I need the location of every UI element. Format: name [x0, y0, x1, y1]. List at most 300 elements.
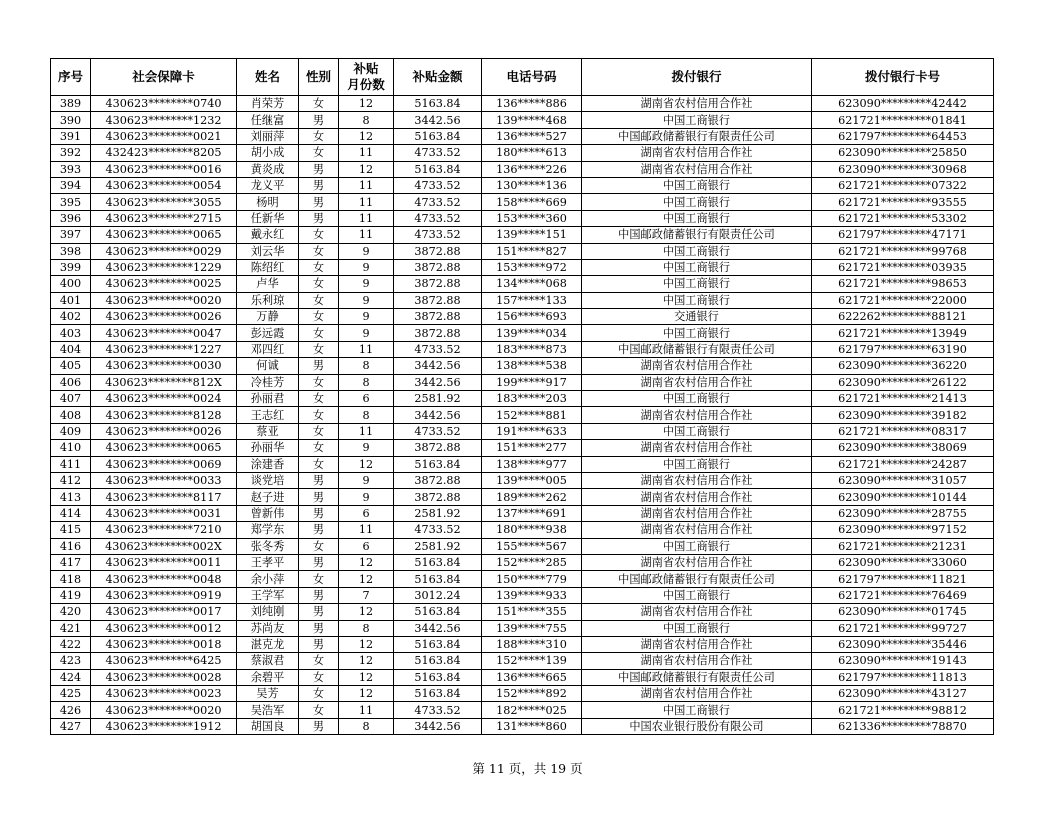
cell-gender: 女 — [299, 391, 339, 407]
cell-phone: 139*****933 — [482, 587, 582, 603]
cell-gender: 女 — [299, 456, 339, 472]
col-header-subsidy-months: 补贴 月份数 — [339, 59, 394, 96]
cell-social-security-card: 430623********0028 — [91, 669, 237, 685]
cell-subsidy-months: 9 — [339, 309, 394, 325]
cell-gender: 男 — [299, 194, 339, 210]
table-row — [51, 227, 994, 243]
cell-bank-card: 621797*********11821 — [812, 571, 994, 587]
cell-bank: 湖南省农村信用合作社 — [582, 686, 812, 702]
cell-name: 胡国良 — [237, 718, 299, 734]
cell-name: 郑学东 — [237, 522, 299, 538]
col-header-social-security-card: 社会保障卡 — [91, 59, 237, 96]
cell-serial: 405 — [51, 358, 91, 374]
cell-bank: 湖南省农村信用合作社 — [582, 505, 812, 521]
col-header-phone: 电话号码 — [482, 59, 582, 96]
cell-gender: 男 — [299, 472, 339, 488]
cell-serial: 392 — [51, 145, 91, 161]
cell-gender: 男 — [299, 177, 339, 193]
cell-subsidy-amount: 5163.84 — [394, 128, 482, 144]
cell-gender: 女 — [299, 341, 339, 357]
cell-social-security-card: 430623********0023 — [91, 686, 237, 702]
cell-subsidy-months: 8 — [339, 374, 394, 390]
cell-social-security-card: 430623********3055 — [91, 194, 237, 210]
cell-subsidy-months: 11 — [339, 145, 394, 161]
table-row — [51, 702, 994, 718]
cell-bank: 中国邮政储蓄银行有限责任公司 — [582, 341, 812, 357]
cell-social-security-card: 430623********0030 — [91, 358, 237, 374]
cell-name: 王志红 — [237, 407, 299, 423]
cell-subsidy-amount: 2581.92 — [394, 391, 482, 407]
cell-bank: 中国工商银行 — [582, 194, 812, 210]
cell-social-security-card: 430623********6425 — [91, 653, 237, 669]
cell-subsidy-months: 11 — [339, 341, 394, 357]
cell-phone: 156*****693 — [482, 309, 582, 325]
cell-bank-card: 623090*********28755 — [812, 505, 994, 521]
cell-serial: 407 — [51, 391, 91, 407]
cell-bank: 中国工商银行 — [582, 620, 812, 636]
cell-name: 黄炎成 — [237, 161, 299, 177]
cell-bank: 湖南省农村信用合作社 — [582, 440, 812, 456]
cell-gender: 男 — [299, 718, 339, 734]
cell-bank-card: 621721*********99727 — [812, 620, 994, 636]
cell-phone: 191*****633 — [482, 423, 582, 439]
cell-phone: 153*****972 — [482, 259, 582, 275]
table-row — [51, 96, 994, 112]
cell-subsidy-months: 12 — [339, 128, 394, 144]
cell-bank: 湖南省农村信用合作社 — [582, 653, 812, 669]
cell-gender: 女 — [299, 571, 339, 587]
cell-bank-card: 621721*********21231 — [812, 538, 994, 554]
cell-bank-card: 621797*********63190 — [812, 341, 994, 357]
cell-gender: 男 — [299, 210, 339, 226]
cell-bank-card: 623090*********19143 — [812, 653, 994, 669]
cell-bank-card: 622262*********88121 — [812, 309, 994, 325]
cell-social-security-card: 430623********0065 — [91, 227, 237, 243]
cell-bank: 交通银行 — [582, 309, 812, 325]
cell-phone: 152*****139 — [482, 653, 582, 669]
cell-name: 王学军 — [237, 587, 299, 603]
cell-bank-card: 621797*********11813 — [812, 669, 994, 685]
cell-phone: 151*****277 — [482, 440, 582, 456]
cell-subsidy-amount: 5163.84 — [394, 571, 482, 587]
cell-social-security-card: 430623********0065 — [91, 440, 237, 456]
cell-social-security-card: 430623********002X — [91, 538, 237, 554]
cell-serial: 406 — [51, 374, 91, 390]
cell-serial: 414 — [51, 505, 91, 521]
cell-phone: 153*****360 — [482, 210, 582, 226]
cell-subsidy-months: 8 — [339, 718, 394, 734]
cell-bank-card: 621797*********64453 — [812, 128, 994, 144]
cell-bank-card: 621721*********24287 — [812, 456, 994, 472]
page-footer: 第 11 页，共 19 页 — [472, 761, 583, 776]
cell-social-security-card: 430623********0048 — [91, 571, 237, 587]
cell-social-security-card: 432423********8205 — [91, 145, 237, 161]
cell-gender: 男 — [299, 620, 339, 636]
table-row — [51, 391, 994, 407]
cell-bank: 中国邮政储蓄银行有限责任公司 — [582, 571, 812, 587]
table-row — [51, 554, 994, 570]
cell-phone: 130*****136 — [482, 177, 582, 193]
cell-bank: 湖南省农村信用合作社 — [582, 374, 812, 390]
cell-social-security-card: 430623********8128 — [91, 407, 237, 423]
cell-subsidy-amount: 3012.24 — [394, 587, 482, 603]
cell-subsidy-months: 9 — [339, 325, 394, 341]
cell-social-security-card: 430623********0033 — [91, 472, 237, 488]
cell-subsidy-months: 9 — [339, 259, 394, 275]
cell-serial: 410 — [51, 440, 91, 456]
cell-phone: 150*****779 — [482, 571, 582, 587]
cell-name: 吴浩军 — [237, 702, 299, 718]
cell-serial: 424 — [51, 669, 91, 685]
table-row — [51, 128, 994, 144]
cell-social-security-card: 430623********0021 — [91, 128, 237, 144]
cell-gender: 女 — [299, 309, 339, 325]
cell-bank-card: 623090*********97152 — [812, 522, 994, 538]
table-row — [51, 669, 994, 685]
cell-bank-card: 623090*********38069 — [812, 440, 994, 456]
cell-phone: 182*****025 — [482, 702, 582, 718]
cell-name: 胡小成 — [237, 145, 299, 161]
cell-serial: 423 — [51, 653, 91, 669]
cell-bank: 中国邮政储蓄银行有限责任公司 — [582, 128, 812, 144]
cell-social-security-card: 430623********1232 — [91, 112, 237, 128]
cell-bank: 中国工商银行 — [582, 325, 812, 341]
table-row — [51, 292, 994, 308]
cell-serial: 422 — [51, 636, 91, 652]
table-row — [51, 472, 994, 488]
cell-gender: 女 — [299, 128, 339, 144]
cell-subsidy-amount: 3442.56 — [394, 358, 482, 374]
cell-phone: 151*****827 — [482, 243, 582, 259]
cell-serial: 412 — [51, 472, 91, 488]
cell-name: 戴永红 — [237, 227, 299, 243]
table-row — [51, 571, 994, 587]
cell-subsidy-amount: 5163.84 — [394, 686, 482, 702]
col-header-bank-card: 拨付银行卡号 — [812, 59, 994, 96]
cell-subsidy-months: 12 — [339, 96, 394, 112]
table-row — [51, 276, 994, 292]
col-header-subsidy-amount: 补贴金额 — [394, 59, 482, 96]
table-row — [51, 653, 994, 669]
cell-name: 任继富 — [237, 112, 299, 128]
cell-social-security-card: 430623********1229 — [91, 259, 237, 275]
cell-phone: 134*****068 — [482, 276, 582, 292]
cell-serial: 420 — [51, 604, 91, 620]
cell-gender: 男 — [299, 505, 339, 521]
cell-serial: 394 — [51, 177, 91, 193]
cell-name: 涂建香 — [237, 456, 299, 472]
table-row — [51, 161, 994, 177]
table-row — [51, 112, 994, 128]
cell-bank-card: 623090*********30968 — [812, 161, 994, 177]
cell-subsidy-amount: 4733.52 — [394, 341, 482, 357]
cell-name: 吴芳 — [237, 686, 299, 702]
cell-phone: 155*****567 — [482, 538, 582, 554]
cell-name: 刘丽萍 — [237, 128, 299, 144]
cell-social-security-card: 430623********8117 — [91, 489, 237, 505]
cell-subsidy-months: 11 — [339, 194, 394, 210]
cell-name: 任新华 — [237, 210, 299, 226]
cell-social-security-card: 430623********2715 — [91, 210, 237, 226]
cell-subsidy-amount: 3872.88 — [394, 259, 482, 275]
cell-serial: 403 — [51, 325, 91, 341]
table-row — [51, 489, 994, 505]
cell-subsidy-amount: 4733.52 — [394, 177, 482, 193]
cell-gender: 女 — [299, 96, 339, 112]
cell-phone: 136*****226 — [482, 161, 582, 177]
cell-gender: 女 — [299, 292, 339, 308]
cell-serial: 425 — [51, 686, 91, 702]
cell-name: 余小萍 — [237, 571, 299, 587]
cell-bank: 中国邮政储蓄银行有限责任公司 — [582, 227, 812, 243]
cell-subsidy-months: 12 — [339, 669, 394, 685]
cell-social-security-card: 430623********0740 — [91, 96, 237, 112]
cell-subsidy-months: 12 — [339, 161, 394, 177]
cell-bank-card: 623090*********39182 — [812, 407, 994, 423]
cell-social-security-card: 430623********0018 — [91, 636, 237, 652]
cell-serial: 421 — [51, 620, 91, 636]
cell-serial: 426 — [51, 702, 91, 718]
cell-social-security-card: 430623********0020 — [91, 292, 237, 308]
table-row — [51, 309, 994, 325]
cell-subsidy-months: 8 — [339, 620, 394, 636]
cell-subsidy-months: 8 — [339, 358, 394, 374]
cell-phone: 151*****355 — [482, 604, 582, 620]
cell-subsidy-amount: 4733.52 — [394, 522, 482, 538]
cell-subsidy-amount: 4733.52 — [394, 423, 482, 439]
cell-social-security-card: 430623********0024 — [91, 391, 237, 407]
cell-subsidy-amount: 4733.52 — [394, 702, 482, 718]
cell-serial: 415 — [51, 522, 91, 538]
cell-subsidy-amount: 4733.52 — [394, 194, 482, 210]
cell-name: 蔡淑君 — [237, 653, 299, 669]
table-row — [51, 145, 994, 161]
cell-gender: 女 — [299, 145, 339, 161]
cell-phone: 139*****005 — [482, 472, 582, 488]
cell-subsidy-amount: 5163.84 — [394, 669, 482, 685]
cell-phone: 188*****310 — [482, 636, 582, 652]
cell-bank-card: 621721*********53302 — [812, 210, 994, 226]
cell-name: 湛克龙 — [237, 636, 299, 652]
cell-bank-card: 621721*********03935 — [812, 259, 994, 275]
cell-gender: 女 — [299, 423, 339, 439]
cell-bank: 中国工商银行 — [582, 702, 812, 718]
cell-phone: 139*****468 — [482, 112, 582, 128]
cell-gender: 女 — [299, 653, 339, 669]
cell-bank-card: 623090*********36220 — [812, 358, 994, 374]
cell-serial: 396 — [51, 210, 91, 226]
cell-phone: 139*****034 — [482, 325, 582, 341]
cell-social-security-card: 430623********1227 — [91, 341, 237, 357]
cell-bank-card: 621721*********13949 — [812, 325, 994, 341]
cell-serial: 399 — [51, 259, 91, 275]
cell-bank: 中国工商银行 — [582, 423, 812, 439]
cell-bank-card: 621721*********21413 — [812, 391, 994, 407]
cell-bank-card: 621336*********78870 — [812, 718, 994, 734]
cell-name: 赵子进 — [237, 489, 299, 505]
table-row — [51, 620, 994, 636]
table-row — [51, 177, 994, 193]
cell-phone: 138*****538 — [482, 358, 582, 374]
cell-bank-card: 621721*********98812 — [812, 702, 994, 718]
table-row — [51, 538, 994, 554]
cell-gender: 男 — [299, 604, 339, 620]
cell-serial: 395 — [51, 194, 91, 210]
cell-subsidy-months: 6 — [339, 505, 394, 521]
cell-serial: 411 — [51, 456, 91, 472]
cell-subsidy-months: 8 — [339, 407, 394, 423]
cell-social-security-card: 430623********0029 — [91, 243, 237, 259]
table-row — [51, 440, 994, 456]
cell-bank-card: 623090*********35446 — [812, 636, 994, 652]
table-row — [51, 587, 994, 603]
table-row — [51, 259, 994, 275]
cell-bank-card: 623090*********26122 — [812, 374, 994, 390]
cell-gender: 男 — [299, 161, 339, 177]
cell-subsidy-amount: 4733.52 — [394, 145, 482, 161]
col-header-gender: 性别 — [299, 59, 339, 96]
cell-gender: 女 — [299, 325, 339, 341]
cell-gender: 男 — [299, 587, 339, 603]
cell-subsidy-months: 12 — [339, 686, 394, 702]
table-row — [51, 686, 994, 702]
table-row — [51, 423, 994, 439]
cell-bank-card: 623090*********43127 — [812, 686, 994, 702]
cell-subsidy-amount: 3872.88 — [394, 292, 482, 308]
cell-social-security-card: 430623********0031 — [91, 505, 237, 521]
cell-bank: 湖南省农村信用合作社 — [582, 407, 812, 423]
cell-name: 王孝平 — [237, 554, 299, 570]
table-row — [51, 718, 994, 734]
cell-phone: 180*****613 — [482, 145, 582, 161]
table-row — [51, 374, 994, 390]
cell-bank: 湖南省农村信用合作社 — [582, 636, 812, 652]
cell-gender: 女 — [299, 686, 339, 702]
cell-name: 万静 — [237, 309, 299, 325]
cell-serial: 401 — [51, 292, 91, 308]
cell-bank-card: 621721*********93555 — [812, 194, 994, 210]
cell-subsidy-months: 11 — [339, 227, 394, 243]
cell-bank-card: 621721*********76469 — [812, 587, 994, 603]
cell-serial: 409 — [51, 423, 91, 439]
table-row — [51, 456, 994, 472]
cell-bank: 湖南省农村信用合作社 — [582, 161, 812, 177]
cell-bank-card: 623090*********31057 — [812, 472, 994, 488]
cell-subsidy-months: 12 — [339, 604, 394, 620]
cell-subsidy-amount: 3442.56 — [394, 407, 482, 423]
cell-subsidy-amount: 5163.84 — [394, 456, 482, 472]
table-row — [51, 604, 994, 620]
cell-name: 彭远霞 — [237, 325, 299, 341]
cell-social-security-card: 430623********0012 — [91, 620, 237, 636]
cell-phone: 189*****262 — [482, 489, 582, 505]
cell-phone: 180*****938 — [482, 522, 582, 538]
col-header-name: 姓名 — [237, 59, 299, 96]
cell-serial: 402 — [51, 309, 91, 325]
cell-bank-card: 623090*********42442 — [812, 96, 994, 112]
cell-social-security-card: 430623********0026 — [91, 423, 237, 439]
cell-subsidy-amount: 3872.88 — [394, 276, 482, 292]
cell-phone: 139*****151 — [482, 227, 582, 243]
cell-bank: 湖南省农村信用合作社 — [582, 522, 812, 538]
cell-bank-card: 623090*********25850 — [812, 145, 994, 161]
cell-subsidy-amount: 5163.84 — [394, 604, 482, 620]
cell-subsidy-amount: 2581.92 — [394, 538, 482, 554]
cell-bank: 中国邮政储蓄银行有限责任公司 — [582, 669, 812, 685]
table-row — [51, 636, 994, 652]
cell-social-security-card: 430623********0016 — [91, 161, 237, 177]
cell-phone: 152*****285 — [482, 554, 582, 570]
cell-serial: 413 — [51, 489, 91, 505]
cell-bank: 中国工商银行 — [582, 112, 812, 128]
cell-name: 龙义平 — [237, 177, 299, 193]
cell-bank: 中国工商银行 — [582, 276, 812, 292]
cell-social-security-card: 430623********0011 — [91, 554, 237, 570]
cell-serial: 418 — [51, 571, 91, 587]
cell-bank: 湖南省农村信用合作社 — [582, 604, 812, 620]
cell-phone: 136*****886 — [482, 96, 582, 112]
cell-serial: 390 — [51, 112, 91, 128]
cell-social-security-card: 430623********0047 — [91, 325, 237, 341]
cell-name: 张冬秀 — [237, 538, 299, 554]
cell-phone: 139*****755 — [482, 620, 582, 636]
cell-name: 何诚 — [237, 358, 299, 374]
cell-name: 刘云华 — [237, 243, 299, 259]
cell-subsidy-months: 6 — [339, 538, 394, 554]
cell-gender: 女 — [299, 407, 339, 423]
cell-subsidy-months: 9 — [339, 292, 394, 308]
cell-name: 蔡亚 — [237, 423, 299, 439]
cell-gender: 女 — [299, 259, 339, 275]
cell-social-security-card: 430623********1912 — [91, 718, 237, 734]
cell-gender: 女 — [299, 243, 339, 259]
cell-name: 乐利琼 — [237, 292, 299, 308]
cell-name: 余碧平 — [237, 669, 299, 685]
cell-gender: 男 — [299, 489, 339, 505]
cell-gender: 男 — [299, 112, 339, 128]
cell-gender: 女 — [299, 440, 339, 456]
cell-phone: 158*****669 — [482, 194, 582, 210]
cell-subsidy-months: 12 — [339, 456, 394, 472]
cell-subsidy-months: 12 — [339, 554, 394, 570]
table-row — [51, 522, 994, 538]
cell-name: 曾新伟 — [237, 505, 299, 521]
cell-phone: 183*****203 — [482, 391, 582, 407]
cell-serial: 416 — [51, 538, 91, 554]
cell-serial: 404 — [51, 341, 91, 357]
cell-phone: 152*****881 — [482, 407, 582, 423]
table-row — [51, 210, 994, 226]
cell-subsidy-amount: 5163.84 — [394, 161, 482, 177]
cell-subsidy-amount: 3442.56 — [394, 718, 482, 734]
cell-subsidy-months: 9 — [339, 440, 394, 456]
cell-name: 邓四红 — [237, 341, 299, 357]
cell-social-security-card: 430623********0919 — [91, 587, 237, 603]
cell-subsidy-amount: 3442.56 — [394, 620, 482, 636]
cell-social-security-card: 430623********0054 — [91, 177, 237, 193]
cell-subsidy-months: 11 — [339, 177, 394, 193]
table-row — [51, 505, 994, 521]
cell-subsidy-months: 11 — [339, 522, 394, 538]
cell-bank: 湖南省农村信用合作社 — [582, 554, 812, 570]
cell-subsidy-months: 9 — [339, 489, 394, 505]
cell-phone: 137*****691 — [482, 505, 582, 521]
cell-subsidy-amount: 5163.84 — [394, 653, 482, 669]
cell-social-security-card: 430623********0025 — [91, 276, 237, 292]
cell-bank: 湖南省农村信用合作社 — [582, 358, 812, 374]
cell-bank-card: 621721*********99768 — [812, 243, 994, 259]
cell-subsidy-months: 9 — [339, 276, 394, 292]
